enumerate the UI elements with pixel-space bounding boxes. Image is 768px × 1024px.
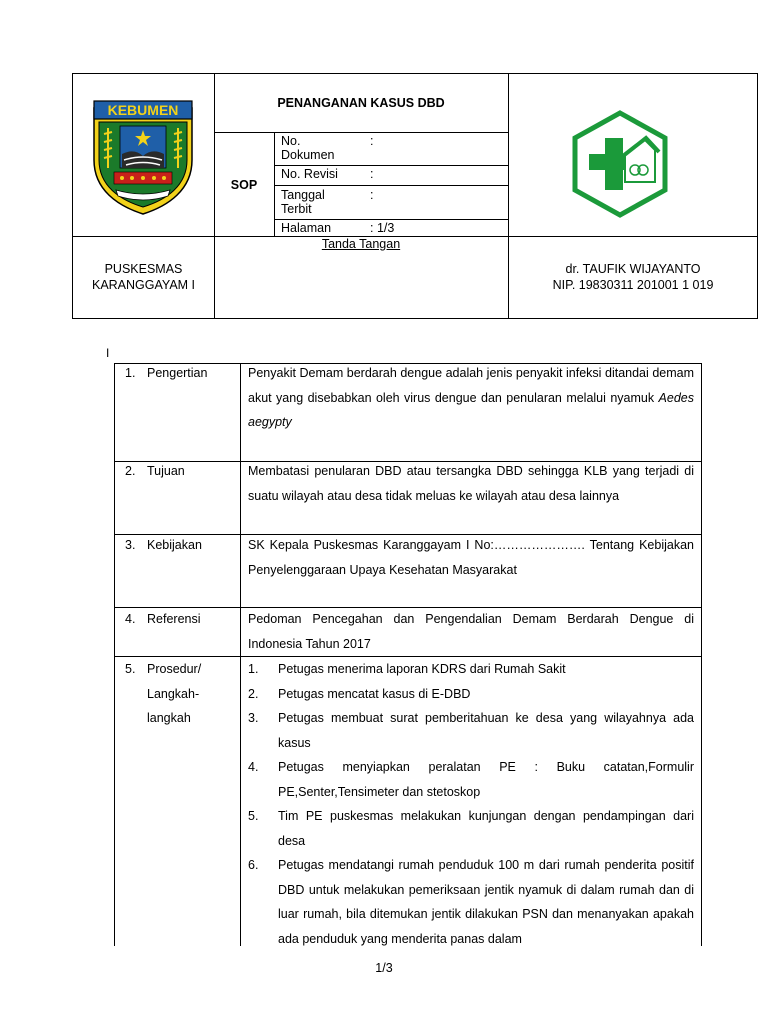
meta-label-issue-date: Tanggal Terbit [281,188,325,216]
section-number: 3. [125,538,136,552]
step-text: Petugas membuat surat pemberitahuan ke desa yang wilayahnya ada kasus [278,711,694,750]
section-label-text: Tujuan [147,464,185,478]
procedure-step [248,853,694,951]
grid-line [240,364,241,946]
document-title: PENANGANAN KASUS DBD [277,96,445,110]
org-name-line1: PUSKESMAS [104,262,183,276]
section-label-definition [125,361,240,386]
section-label-policy [125,533,240,558]
grid-line [274,165,508,166]
procedure-step [248,804,694,853]
section-label-text: Prosedur/ Langkah- langkah [147,662,202,725]
section-number: 1. [125,366,136,380]
section-label-text: Pengertian [147,366,208,380]
procedure-step [248,755,694,804]
signature-label: Tanda Tangan [321,237,401,251]
section-text-reference: Pedoman Pencegahan dan Pengendalian Demam Berdarah Dengue di Indonesia Tahun 2017 [248,612,694,651]
sop-label: SOP [230,178,258,192]
section-label-purpose [125,459,240,484]
grid-line [274,219,508,220]
grid-line [214,74,215,319]
section-number: 5. [125,662,136,676]
step-number: 5. [248,809,259,823]
step-text: Petugas mencatat kasus di E-DBD [278,686,471,701]
section-label-text: Kebijakan [147,538,202,552]
signer-nip: NIP. 19830311 201001 1 019 [552,278,714,292]
page-number: 1/3 [375,961,393,975]
meta-value-document-no: : [370,134,374,148]
signer-name: dr. TAUFIK WIJAYANTO [565,262,701,276]
step-text: Petugas menyiapkan peralatan PE : Buku catatan,Formulir PE,Senter,Tensimeter dan stetoskop [278,760,694,799]
meta-value-revision: : [370,167,374,181]
step-number: 2. [248,686,259,701]
section-number: 2. [125,464,136,478]
sop-content-table [114,363,702,946]
definition-text: Penyakit Demam berdarah dengue adalah jenis penyakit infeksi ditandai demam akut yang disebabkan oleh virus dengue dan penularan melalui nyamuk [248,366,694,405]
org-name-line2: KARANGGAYAM I [91,278,196,292]
emblem-banner-text: KEBUMEN [107,102,179,118]
step-number: 3. [248,711,259,725]
meta-value-page: : 1/3 [370,221,395,235]
procedure-step [248,682,694,707]
step-text: Tim PE puskesmas melakukan kunjungan dengan pendampingan dari desa [278,809,694,848]
section-text-purpose: Membatasi penularan DBD atau tersangka DBD sehingga KLB yang terjadi di suatu wilayah atau desa tidak meluas ke wilayah atau desa lainnya [248,464,694,503]
stray-marker-text: I [106,346,110,360]
meta-label-revision: No. Revisi [281,167,338,181]
grid-line [274,132,275,236]
kebumen-emblem-logo [90,98,196,216]
step-number: 4. [248,760,259,774]
sop-header-table [72,73,758,319]
step-number: 6. [248,858,259,872]
meta-label-document-no: No. Dokumen [281,134,335,162]
grid-line [214,132,508,133]
section-label-text: Referensi [147,612,201,626]
section-text-definition [248,361,694,435]
meta-value-issue-date: : [370,188,374,202]
grid-line [274,185,508,186]
step-text: Petugas menerima laporan KDRS dari Rumah Sakit [278,662,566,676]
step-number: 1. [248,662,259,676]
section-number: 4. [125,612,136,626]
species-name: Aedes aegypty [248,390,694,429]
step-text: Petugas mendatangi rumah penduduk 100 m dari rumah penderita positif DBD untuk melakukan pemeriksaan jentik nyamuk di dalam rumah dan di luar rumah, bila ditemukan jentik dilakukan PSN dan menanyakan apakah ada penduduk yang menderita panas dalam [278,858,694,946]
section-text-policy: SK Kepala Puskesmas Karanggayam I No:…………………. Tentang Kebijakan Penyelenggaraan Upaya Kesehatan Masyarakat [248,538,694,577]
procedure-step [248,706,694,755]
section-label-reference [125,607,240,632]
procedure-step [248,657,694,682]
meta-label-page: Halaman [281,221,332,235]
procedure-steps [248,657,694,951]
puskesmas-logo [571,110,669,218]
section-label-procedure [125,657,240,731]
